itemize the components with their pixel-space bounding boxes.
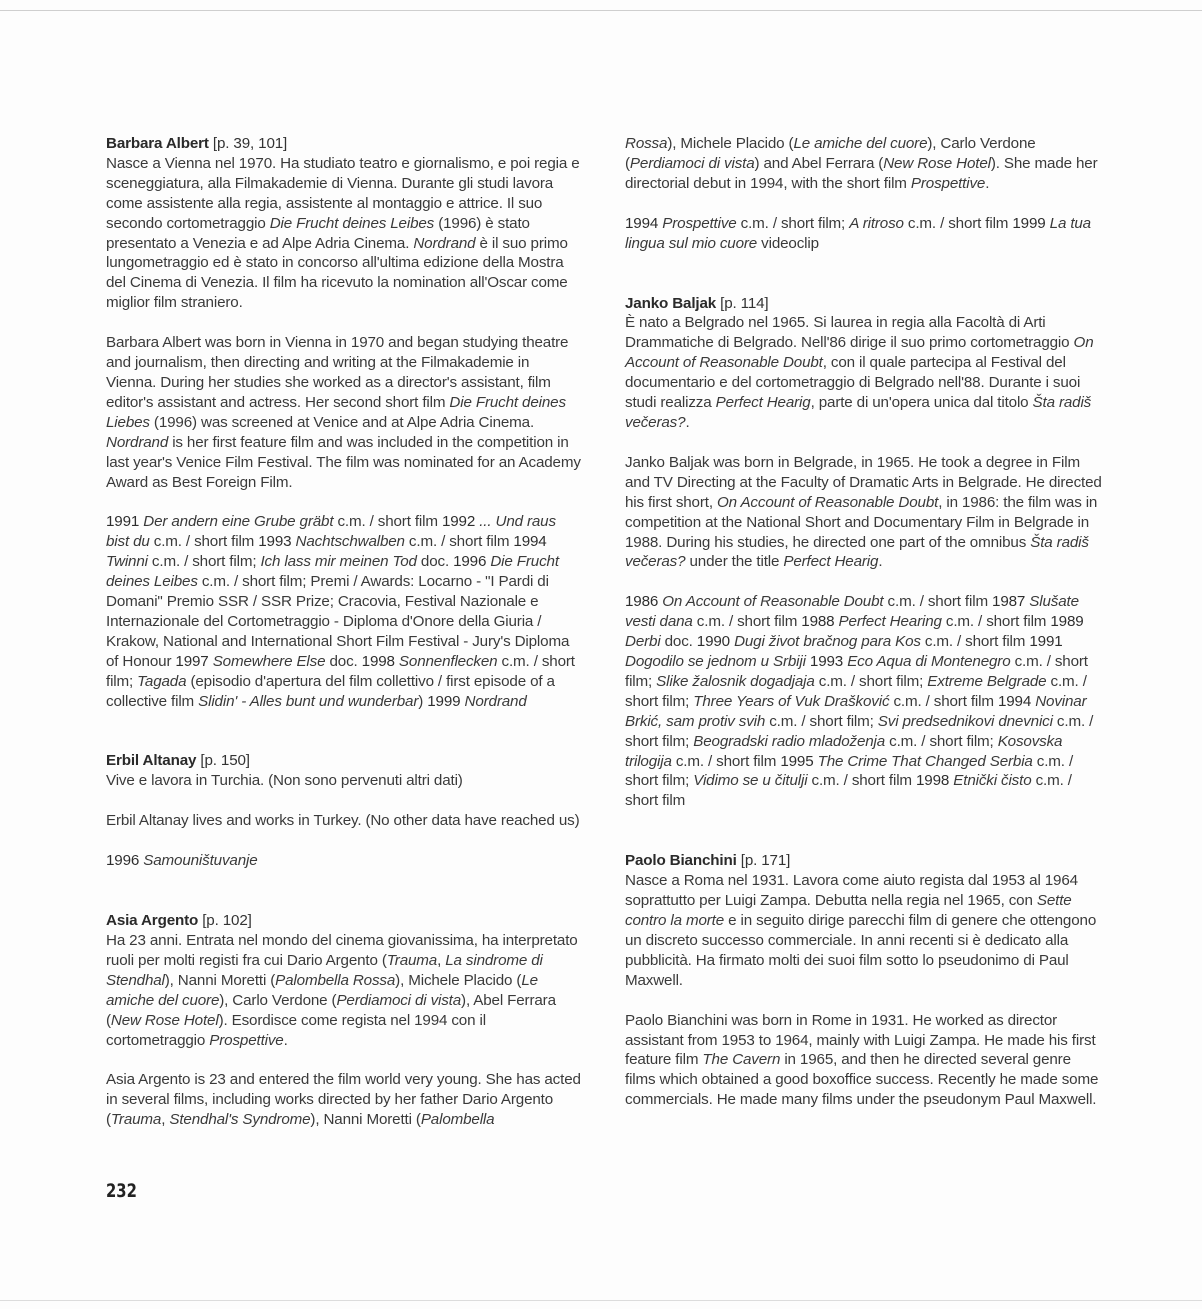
film-year: 1993 — [258, 533, 296, 551]
film-title: Perfect Hearing — [838, 613, 942, 631]
text-run: ), Carlo Verdone ( — [219, 991, 337, 1009]
film-year: 1996 — [453, 553, 491, 571]
film-title: La tua lingua sul mio cuore — [625, 214, 1091, 252]
text-run: (episodio d'apertura del film collettivo / first episode of a collective film — [106, 672, 555, 710]
text-run: Vive e lavora in Turchia. (Non sono pervenuti altri dati) — [106, 772, 463, 790]
film-title: Novinar Brkić, sam protiv svih — [625, 692, 1087, 730]
text-run: c.m. / short film — [333, 513, 442, 531]
text-run: (1996) è stato presentato a Venezia e ad Alpe Adria Cinema. — [106, 214, 530, 252]
film-title: Prospettive — [209, 1031, 284, 1049]
text-run: è il suo primo lungometraggio ed è stato in concorso all'ultima edizione della Mostra del Cinema di Venezia. Il film ha ricevuto la nomination all'Oscar come miglior film straniero. — [106, 234, 568, 312]
text-run: Ha 23 anni. Entrata nel mondo del cinema giovanissima, ha interpretato ruoli per molti registi fra cui Dario Argento ( — [106, 932, 578, 969]
film-title: Perfect Hearig — [715, 394, 811, 412]
text-run: c.m. / short film — [404, 533, 514, 551]
text-run: Asia Argento is 23 and entered the film world very young. She has acted in several films, including works directed by her father Dario Argento ( — [106, 1071, 581, 1129]
text-run: ), Carlo Verdone ( — [625, 135, 1036, 172]
film-title: A ritroso — [849, 214, 904, 232]
text-run: ), Michele Placido ( — [395, 971, 522, 989]
text-run: , — [161, 1111, 170, 1129]
text-run: c.m. / short film — [920, 633, 1030, 651]
text-run: c.m. / short film; — [625, 672, 1087, 710]
film-year: 1999 — [427, 692, 465, 710]
text-run: c.m. / short film — [889, 692, 998, 710]
text-run: . — [985, 174, 990, 192]
text-run: c.m. / short film — [883, 593, 993, 611]
page-reference: [p. 171] — [740, 852, 791, 870]
film-title: New Rose Hotel — [883, 154, 991, 172]
text-run: (1996) was screened at Venice and at Alpe Adria Cinema. — [149, 413, 535, 431]
text-run: c.m. / short film; — [625, 752, 1074, 790]
film-title: Die Frucht deines Liebes — [106, 393, 566, 431]
film-title: The Cavern — [702, 1051, 781, 1069]
film-title: Sonnenflecken — [398, 652, 498, 670]
film-title: Eco Aqua di Montenegro — [847, 653, 1011, 671]
film-title: Palombella Rossa — [275, 971, 396, 989]
film-year: 1997 — [175, 652, 213, 670]
director-name: Janko Baljak — [625, 294, 717, 312]
film-year: 1986 — [625, 593, 663, 611]
film-title: Tagada — [137, 672, 187, 690]
film-title: Rossa — [625, 135, 668, 152]
film-year: 1999 — [1012, 214, 1050, 232]
text-run: is her first feature film and was included in the competition in last year's Venice Film Festival. The film was nominated for an Academy Award as Best Foreign Film. — [106, 433, 581, 491]
filmography — [625, 214, 1105, 254]
bio-english — [106, 333, 582, 492]
director-name: Asia Argento — [106, 912, 199, 930]
film-title: Ich lass mir meinen Tod — [260, 553, 417, 571]
film-title: Dugi život bračnog para Kos — [734, 633, 921, 651]
bio-english-part-1 — [106, 1070, 582, 1130]
text-run: ), Nanni Moretti ( — [164, 971, 276, 989]
film-title: Nordrand — [106, 433, 169, 451]
left-column — [106, 134, 582, 1130]
text-run: c.m. / short film; — [814, 672, 928, 690]
text-run: in 1965, and then he directed several genre films which obtained a good boxoffice success. Recently he made some commercials. He made many films under the pseudonym Paul Maxwell. — [625, 1051, 1099, 1109]
film-title: On Account of Reasonable Doubt — [625, 334, 1094, 372]
film-title: Etnički čisto — [953, 772, 1032, 790]
film-title: Šta radiš večeras? — [625, 394, 1092, 431]
entry-barbara-albert — [106, 134, 582, 711]
text-run: Nasce a Vienna nel 1970. Ha studiato teatro e giornalismo, e poi regia e sceneggiatura, alla Filmakademie di Vienna. Durante gli studi lavora come assistente alla regia, assistente al montaggio e attrice. Il suo secondo cortometraggio — [106, 154, 580, 232]
bottom-rule — [0, 1300, 1202, 1301]
film-year: 1988 — [801, 613, 839, 631]
film-title: Twinni — [106, 553, 148, 571]
film-title: Samouništuvanje — [143, 852, 258, 870]
page-number: 232 — [106, 1180, 137, 1202]
film-year: 1987 — [992, 593, 1030, 611]
text-run: doc. — [325, 652, 362, 670]
text-run: . — [685, 413, 690, 431]
film-title: Slike žalosnik dogadjaja — [656, 672, 815, 690]
film-title: Perdiamoci di vista — [336, 991, 462, 1009]
film-title: Derbi — [625, 633, 661, 651]
text-run: c.m. / short film; — [885, 732, 998, 750]
film-title: Nordrand — [464, 692, 527, 710]
film-year: 1995 — [780, 752, 818, 770]
film-year: 1991 — [106, 513, 144, 531]
film-title: Slušate vesti dana — [625, 593, 1079, 631]
entry-heading — [106, 911, 582, 931]
director-name: Barbara Albert — [106, 135, 209, 152]
film-title: Palombella — [420, 1111, 495, 1129]
text-run: c.m. / short film; — [625, 712, 1094, 750]
entry-asia-argento-continued — [625, 134, 1105, 254]
text-run: ). She made her directorial debut in 1994, with the short film — [625, 154, 1098, 192]
film-title: On Account of Reasonable Doubt — [662, 593, 884, 611]
film-year: 1991 — [1029, 633, 1063, 651]
text-run: c.m. / short film; — [147, 553, 261, 571]
film-title: Three Years of Vuk Drašković — [693, 692, 890, 710]
bio-english — [625, 1011, 1105, 1111]
entry-paolo-bianchini — [625, 851, 1105, 1110]
bio-italian — [625, 313, 1105, 432]
film-title: Svi predsednikovi dnevnici — [877, 712, 1053, 730]
film-title: The Crime That Changed Serbia — [817, 752, 1033, 770]
text-run: ), Nanni Moretti ( — [310, 1111, 421, 1129]
text-run: Nasce a Roma nel 1931. Lavora come aiuto regista dal 1953 al 1964 soprattutto per Luigi Zampa. Debutta nella regia nel 1965, con — [625, 872, 1078, 910]
page-reference: [p. 114] — [720, 294, 769, 312]
film-title: Prospettive — [910, 174, 986, 192]
director-name: Erbil Altanay — [106, 752, 197, 770]
bio-italian — [106, 154, 582, 313]
film-title: Kosovska trilogija — [625, 732, 1063, 770]
bio-english — [625, 453, 1105, 572]
text-run: c.m. / short film — [807, 772, 916, 790]
film-year: 1998 — [361, 652, 399, 670]
entry-heading — [106, 134, 582, 154]
text-run: c.m. / short film — [671, 752, 781, 770]
film-title: Dogodilo se jednom u Srbiji — [625, 653, 806, 671]
film-title: La sindrome di Stendhal — [106, 951, 543, 989]
film-year: 1990 — [696, 633, 735, 651]
bio-italian — [625, 871, 1105, 990]
film-year: 1996 — [106, 852, 144, 870]
entry-erbil-altanay — [106, 751, 582, 871]
film-title: Perfect Hearig — [783, 553, 879, 571]
filmography — [106, 512, 582, 711]
film-title: Beogradski radio mladoženja — [693, 732, 886, 750]
text-run: Paolo Bianchini was born in Rome in 1931. He worked as director assistant from 1953 to 1964, mainly with Luigi Zampa. He made his first feature film — [625, 1011, 1096, 1069]
film-title: Prospettive — [662, 214, 737, 232]
text-run: ), Abel Ferrara ( — [106, 991, 556, 1029]
film-title: Die Frucht deines Leibes — [106, 553, 559, 591]
text-run: Barbara Albert was born in Vienna in 1970 and began studying theatre and journalism, then directing and writing at the Filmakademie in Vienna. During her studies she worked as a director's assistant, film editor's assistant and actress. Her second short film — [106, 334, 569, 411]
text-run: Erbil Altanay lives and works in Turkey. (No other data have reached us) — [106, 812, 580, 830]
filmography — [625, 592, 1105, 811]
film-title: Nachtschwalben — [295, 533, 405, 551]
text-run: c.m. / short film; — [765, 712, 878, 730]
director-name: Paolo Bianchini — [625, 852, 737, 870]
film-year: 1993 — [809, 653, 848, 671]
film-title: Stendhal's Syndrome — [169, 1111, 311, 1129]
film-title: Le amiche del cuore — [106, 971, 538, 1009]
text-run: c.m. / short film; — [736, 214, 850, 232]
text-run: under the title — [685, 553, 784, 571]
bio-italian — [106, 931, 582, 1050]
text-run: c.m. / short film — [692, 613, 802, 631]
film-year: 1994 — [513, 533, 547, 551]
text-run: . — [878, 553, 883, 571]
text-run: videoclip — [757, 234, 819, 252]
film-year: 1992 — [441, 513, 480, 531]
film-title: Vidimo se u čitulji — [693, 772, 808, 790]
film-title: Trauma — [386, 951, 438, 969]
entry-heading — [625, 294, 1105, 314]
film-title: Die Frucht deines Leibes — [269, 214, 435, 232]
entry-janko-baljak — [625, 294, 1105, 812]
text-run: ) — [418, 692, 428, 710]
text-run: doc. — [416, 553, 454, 571]
film-title: Sette contro la morte — [625, 892, 1072, 929]
text-run: ). Esordisce come regista nel 1994 con il cortometraggio — [106, 1011, 486, 1049]
bio-english-part-2 — [625, 134, 1105, 194]
film-year: 1994 — [997, 692, 1036, 710]
text-run: c.m. / short film — [941, 613, 1051, 631]
film-title: New Rose Hotel — [110, 1011, 219, 1029]
entry-heading — [625, 851, 1105, 871]
film-title: Der andern eine Grube gräbt — [143, 513, 334, 531]
text-run: , parte di un'opera unica dal titolo — [810, 394, 1033, 412]
text-run: doc. — [660, 633, 697, 651]
text-run: c.m. / short film — [149, 533, 259, 551]
entry-heading — [106, 751, 582, 771]
right-column — [625, 134, 1105, 1110]
filmography — [106, 851, 582, 871]
text-run: e in seguito dirige parecchi film di genere che ottengono un discreto successo commerciale. In anni recenti si è dedicato alla pubblicità. Ha firmato molti dei suoi film sotto lo pseudonimo di Paul Maxwell. — [625, 912, 1097, 989]
entry-asia-argento — [106, 911, 582, 1130]
text-run: c.m. / short film; Premi / Awards: Locarno - "I Pardi di Domani" Premio SSR / SSR Prize; Cracovia, Festival Nazionale e Internazionale del Cortometraggio - Diploma d'Onore della Giuria / Krakow, National and International Short Film Festival - Jury's Diploma of Honour — [106, 573, 570, 670]
page-reference: [p. 150] — [200, 752, 250, 770]
bio-italian — [106, 771, 582, 791]
text-run: . — [283, 1031, 288, 1049]
film-title: Le amiche del cuore — [793, 135, 928, 152]
text-run: È nato a Belgrado nel 1965. Si laurea in regia alla Facoltà di Arti Drammatiche di Belgrado. Nell'86 dirige il suo primo cortometraggio — [625, 314, 1074, 352]
bio-english — [106, 811, 582, 831]
text-run: ) and Abel Ferrara ( — [754, 154, 884, 172]
film-title: Extreme Belgrade — [927, 672, 1047, 690]
text-run: c.m. / short film; — [625, 653, 1088, 690]
film-title: Trauma — [110, 1111, 162, 1129]
text-run: , con il quale partecipa al Festival del documentario e del cortometraggio di Belgrado nell'88. Durante i suoi studi realizza — [625, 354, 1081, 412]
text-run: , — [437, 951, 446, 969]
film-title: ... Und raus bist du — [106, 513, 556, 551]
film-title: Slidin' - Alles bunt und wunderbar — [198, 692, 419, 710]
film-year: 1998 — [916, 772, 954, 790]
film-title: Nordrand — [413, 234, 476, 252]
text-run: , in 1986: the film was in competition at the National Short and Documentary Film in Belgrade in 1988. During his studies, he directed one part of the omnibus — [625, 493, 1098, 551]
film-title: Šta radiš večeras? — [625, 533, 1089, 571]
film-year: 1994 — [625, 214, 663, 232]
film-title: On Account of Reasonable Doubt — [716, 493, 939, 511]
page-reference: [p. 102] — [202, 912, 252, 930]
film-year: 1989 — [1050, 613, 1084, 631]
text-run: Janko Baljak was born in Belgrade, in 1965. He took a degree in Film and TV Directing at the Faculty of Dramatic Arts in Belgrade. He directed his first short, — [625, 453, 1102, 511]
film-title: Perdiamoci di vista — [629, 154, 755, 172]
text-run: c.m. / short film; — [106, 652, 575, 690]
top-rule — [0, 10, 1202, 11]
text-run: ), Michele Placido ( — [667, 135, 794, 152]
text-run: c.m. / short film — [625, 772, 1072, 810]
page-reference: [p. 39, 101] — [212, 135, 288, 152]
text-run: c.m. / short film — [903, 214, 1013, 232]
film-title: Somewhere Else — [212, 652, 326, 670]
